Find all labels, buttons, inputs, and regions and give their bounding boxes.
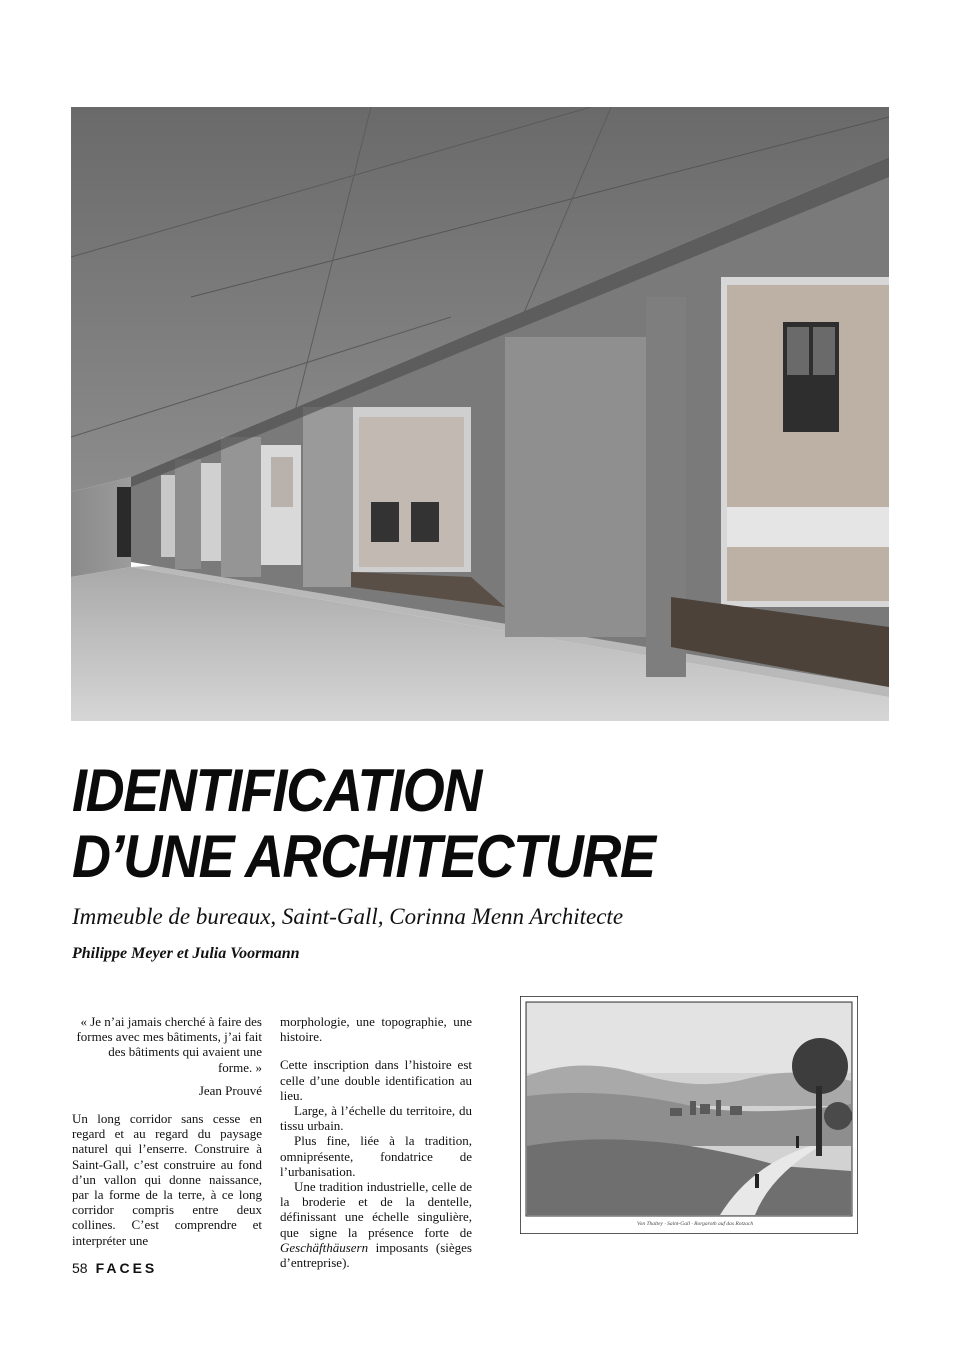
- article-title: [72, 758, 882, 890]
- text-column-2: [280, 1014, 472, 1270]
- title-line-2: D’UNE ARCHITECTURE: [72, 823, 655, 890]
- article-subtitle: Immeuble de bureaux, Saint-Gall, Corinna Menn Architecte: [72, 904, 624, 929]
- page-number: 58: [72, 1260, 88, 1276]
- page-folio: [72, 1259, 157, 1277]
- text-run: imposants (sièges d’entreprise).: [280, 1239, 472, 1271]
- body-paragraph: Large, à l’échelle du territoire, du tissu urbain.: [280, 1103, 472, 1134]
- epigraph-author: Jean Prouvé: [198, 1082, 262, 1098]
- italic-term: Geschäfthäusern: [280, 1239, 369, 1255]
- body-paragraph: Plus fine, liée à la tradition, omniprésente, fondatrice de l’urbanisation.: [280, 1133, 472, 1179]
- body-paragraph: [280, 1179, 472, 1270]
- engraving-caption: Von Thaltey · Saint-Gall · Rorgaroth auf das Rotzach: [636, 1221, 754, 1227]
- magazine-name: FACES: [95, 1260, 158, 1276]
- body-paragraph: morphologie, une topographie, une histoire.: [280, 1014, 472, 1045]
- body-paragraph: Cette inscription dans l’histoire est celle d’une double identification au lieu.: [280, 1057, 472, 1103]
- historical-engraving: [520, 996, 858, 1234]
- article-authors: Philippe Meyer et Julia Voormann: [72, 945, 300, 962]
- title-line-1: IDENTIFICATION: [72, 757, 482, 824]
- epigraph-quote: « Je n’ai jamais cherché à faire des formes avec mes bâtiments, j’ai fait des bâtiments qui avaient une forme. »: [76, 1014, 262, 1075]
- text-run: Une tradition industrielle, celle de la broderie et de la dentelle, définissant une échelle singulière, que signe la présence forte de: [280, 1179, 472, 1240]
- body-paragraph: Un long corridor sans cesse en regard et au regard du paysage naturel qui l’enserre. Construire à Saint-Gall, c’est construire au fond d’un vallon qui donne naissance, par la forme de la terre, à ce long corridor compris entre deux collines. C’est comprendre et interpréter une: [72, 1111, 262, 1248]
- text-column-1: [72, 1014, 262, 1248]
- interior-photo: [71, 107, 889, 721]
